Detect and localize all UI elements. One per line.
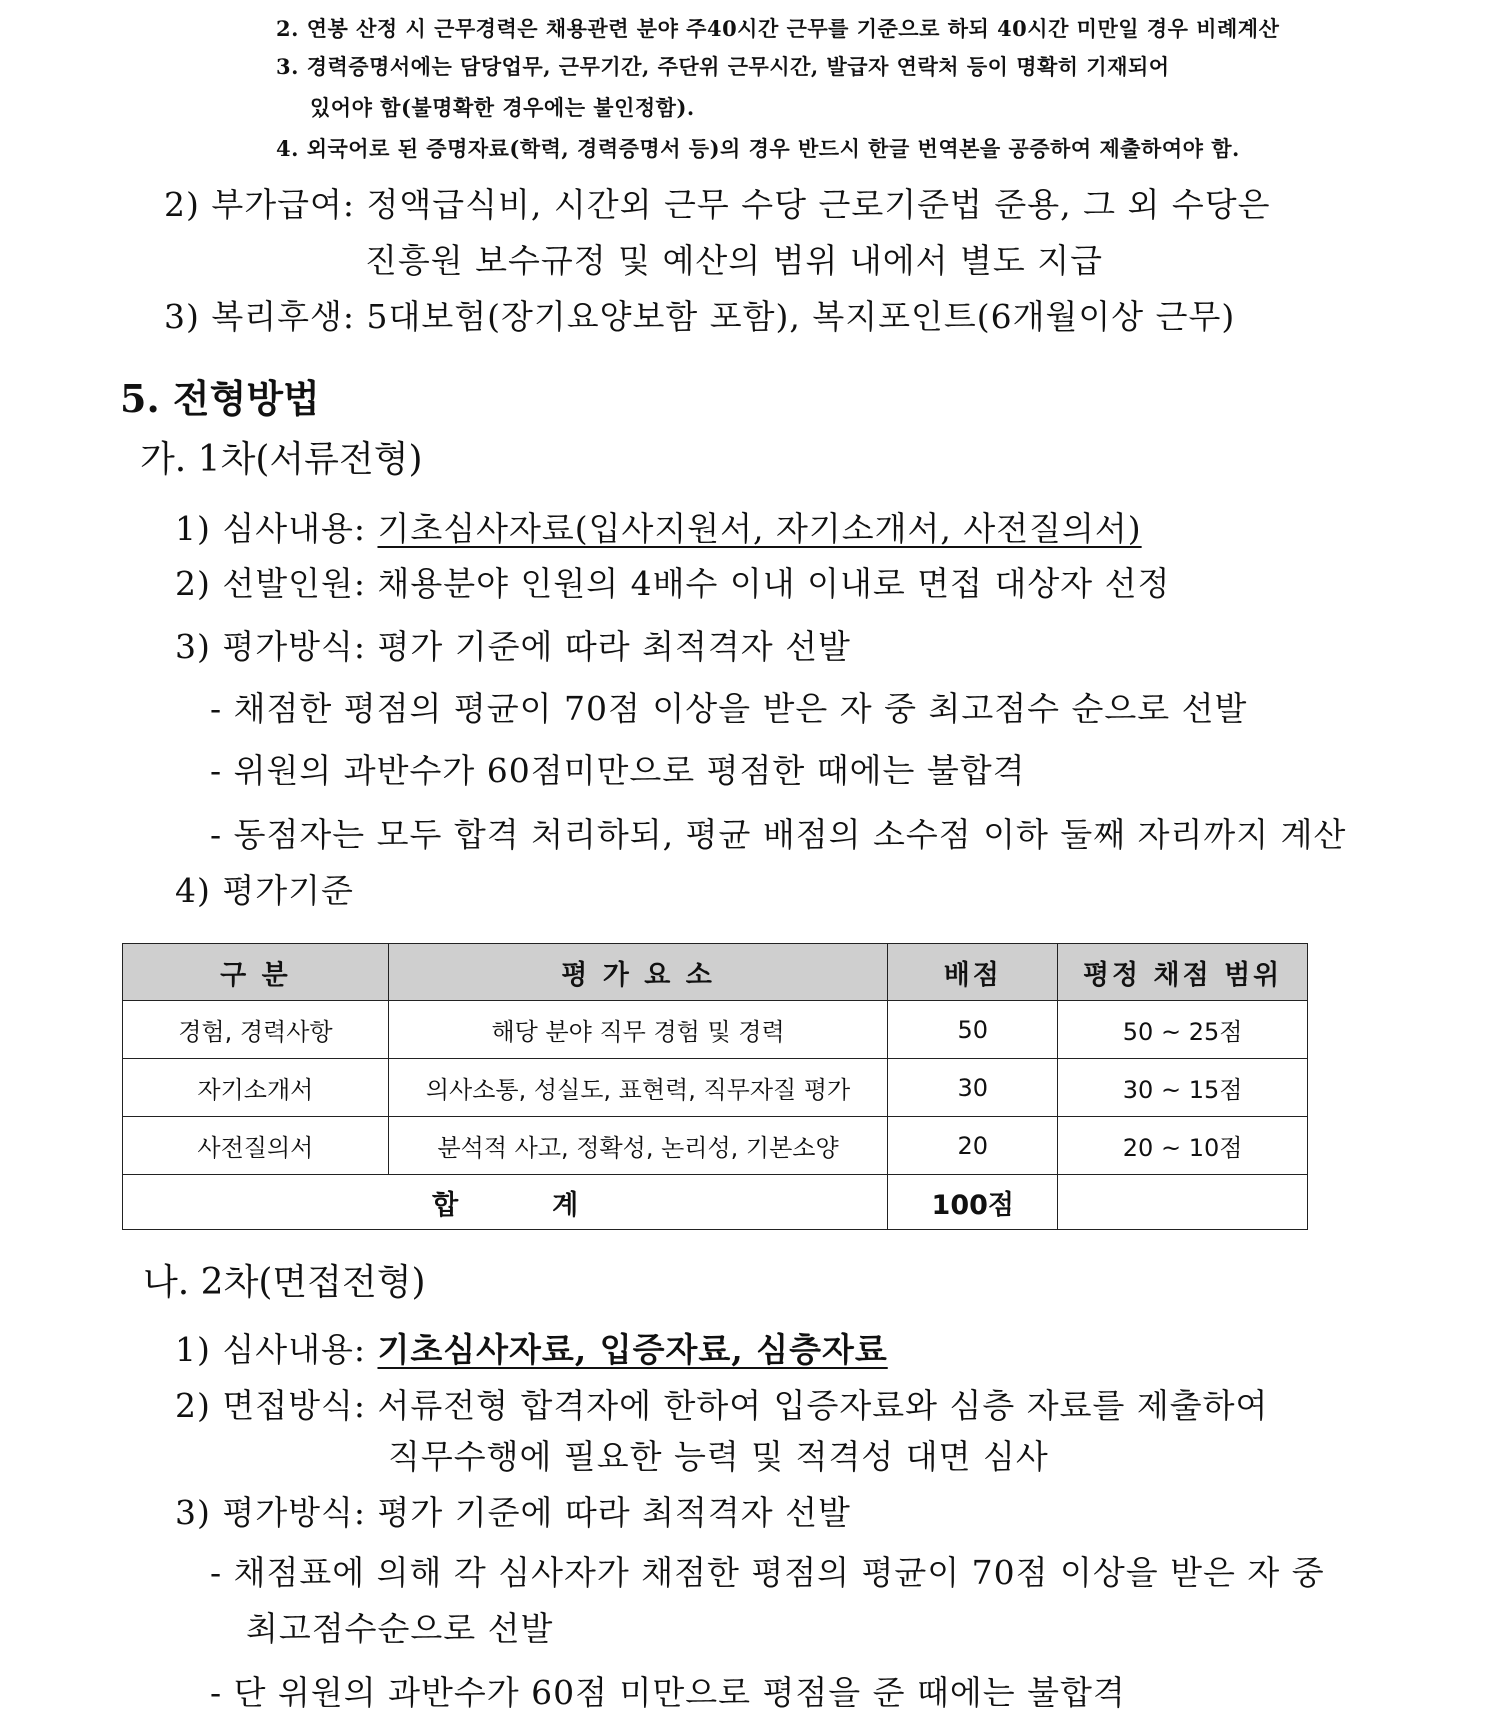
na-review-label: 1) 심사내용:: [175, 1330, 378, 1369]
ga-rule-2: - 위원의 과반수가 60점미만으로 평점한 때에는 불합격: [210, 751, 1026, 790]
cell-factor: 의사소통, 성실도, 표현력, 직무자질 평가: [388, 1059, 888, 1117]
benefit-extra-pay: 2) 부가급여: 정액급식비, 시간외 근무 수당 근로기준법 준용, 그 외 수당은: [164, 185, 1271, 224]
table-total-row: [123, 1175, 1308, 1230]
ga-review-value: 기초심사자료(입사지원서, 자기소개서, 사전질의서): [377, 509, 1142, 548]
benefit-extra-pay-cont: 진흥원 보수규정 및 예산의 범위 내에서 별도 지급: [365, 241, 1103, 280]
note-2: 2. 연봉 산정 시 근무경력은 채용관련 분야 주40시간 근무를 기준으로 하되 40시간 미만일 경우 비례계산: [276, 16, 1280, 41]
header-factor: 평 가 요 소: [388, 944, 888, 1001]
table-header-row: [123, 944, 1308, 1001]
cell-range: 30 ~ 15점: [1058, 1059, 1308, 1117]
criteria-table: [122, 943, 1308, 1230]
na-review-content: [175, 1330, 888, 1369]
cell-factor: 분석적 사고, 정확성, 논리성, 기본소양: [388, 1117, 888, 1175]
ga-criteria: 4) 평가기준: [175, 871, 354, 910]
section-title: 5. 전형방법: [120, 376, 320, 421]
total-label: 합 계: [123, 1175, 888, 1230]
na-evaluation-method: 3) 평가방식: 평가 기준에 따라 최적격자 선발: [175, 1493, 851, 1532]
na-rule-2: - 단 위원의 과반수가 60점 미만으로 평점을 준 때에는 불합격: [210, 1673, 1126, 1712]
header-category: 구 분: [123, 944, 389, 1001]
note-4: 4. 외국어로 된 증명자료(학력, 경력증명서 등)의 경우 반드시 한글 번역본을 공증하여 제출하여야 함.: [276, 136, 1240, 161]
na-review-value: 기초심사자료, 입증자료, 심층자료: [377, 1330, 888, 1369]
ga-rule-3: - 동점자는 모두 합격 처리하되, 평균 배점의 소수점 이하 둘째 자리까지 계산: [210, 815, 1347, 854]
cell-points: 30: [888, 1059, 1058, 1117]
cell-category: 자기소개서: [123, 1059, 389, 1117]
cell-category: 사전질의서: [123, 1117, 389, 1175]
ga-review-label: 1) 심사내용:: [175, 509, 378, 548]
na-rule-1-cont: 최고점수순으로 선발: [246, 1609, 554, 1648]
subsection-title-ga: 가. 1차(서류전형): [140, 439, 423, 480]
cell-category: 경험, 경력사항: [123, 1001, 389, 1059]
cell-range: 20 ~ 10점: [1058, 1117, 1308, 1175]
na-rule-1: - 채점표에 의해 각 심사자가 채점한 평점의 평균이 70점 이상을 받은 자 중: [210, 1553, 1325, 1592]
note-3: 3. 경력증명서에는 담당업무, 근무기간, 주단위 근무시간, 발급자 연락처 등이 명확히 기재되어: [276, 54, 1170, 79]
cell-range: 50 ~ 25점: [1058, 1001, 1308, 1059]
note-3-cont: 있어야 함(불명확한 경우에는 불인정함).: [310, 95, 695, 120]
cell-points: 20: [888, 1117, 1058, 1175]
table-row: [123, 1001, 1308, 1059]
cell-points: 50: [888, 1001, 1058, 1059]
na-interview-method: 2) 면접방식: 서류전형 합격자에 한하여 입증자료와 심층 자료를 제출하여: [175, 1386, 1269, 1425]
total-points: 100점: [888, 1175, 1058, 1230]
header-range: 평정 채점 범위: [1058, 944, 1308, 1001]
na-interview-method-cont: 직무수행에 필요한 능력 및 적격성 대면 심사: [388, 1437, 1049, 1476]
benefit-welfare: 3) 복리후생: 5대보험(장기요양보함 포함), 복지포인트(6개월이상 근무): [164, 297, 1236, 336]
table-row: [123, 1117, 1308, 1175]
ga-evaluation-method: 3) 평가방식: 평가 기준에 따라 최적격자 선발: [175, 627, 851, 666]
subsection-title-na: 나. 2차(면접전형): [143, 1262, 426, 1303]
table-row: [123, 1059, 1308, 1117]
ga-review-content: [175, 509, 1142, 548]
total-empty: [1058, 1175, 1308, 1230]
ga-selection-count: 2) 선발인원: 채용분야 인원의 4배수 이내 이내로 면접 대상자 선정: [175, 564, 1171, 603]
header-points: 배점: [888, 944, 1058, 1001]
cell-factor: 해당 분야 직무 경험 및 경력: [388, 1001, 888, 1059]
ga-rule-1: - 채점한 평점의 평균이 70점 이상을 받은 자 중 최고점수 순으로 선발: [210, 689, 1248, 728]
